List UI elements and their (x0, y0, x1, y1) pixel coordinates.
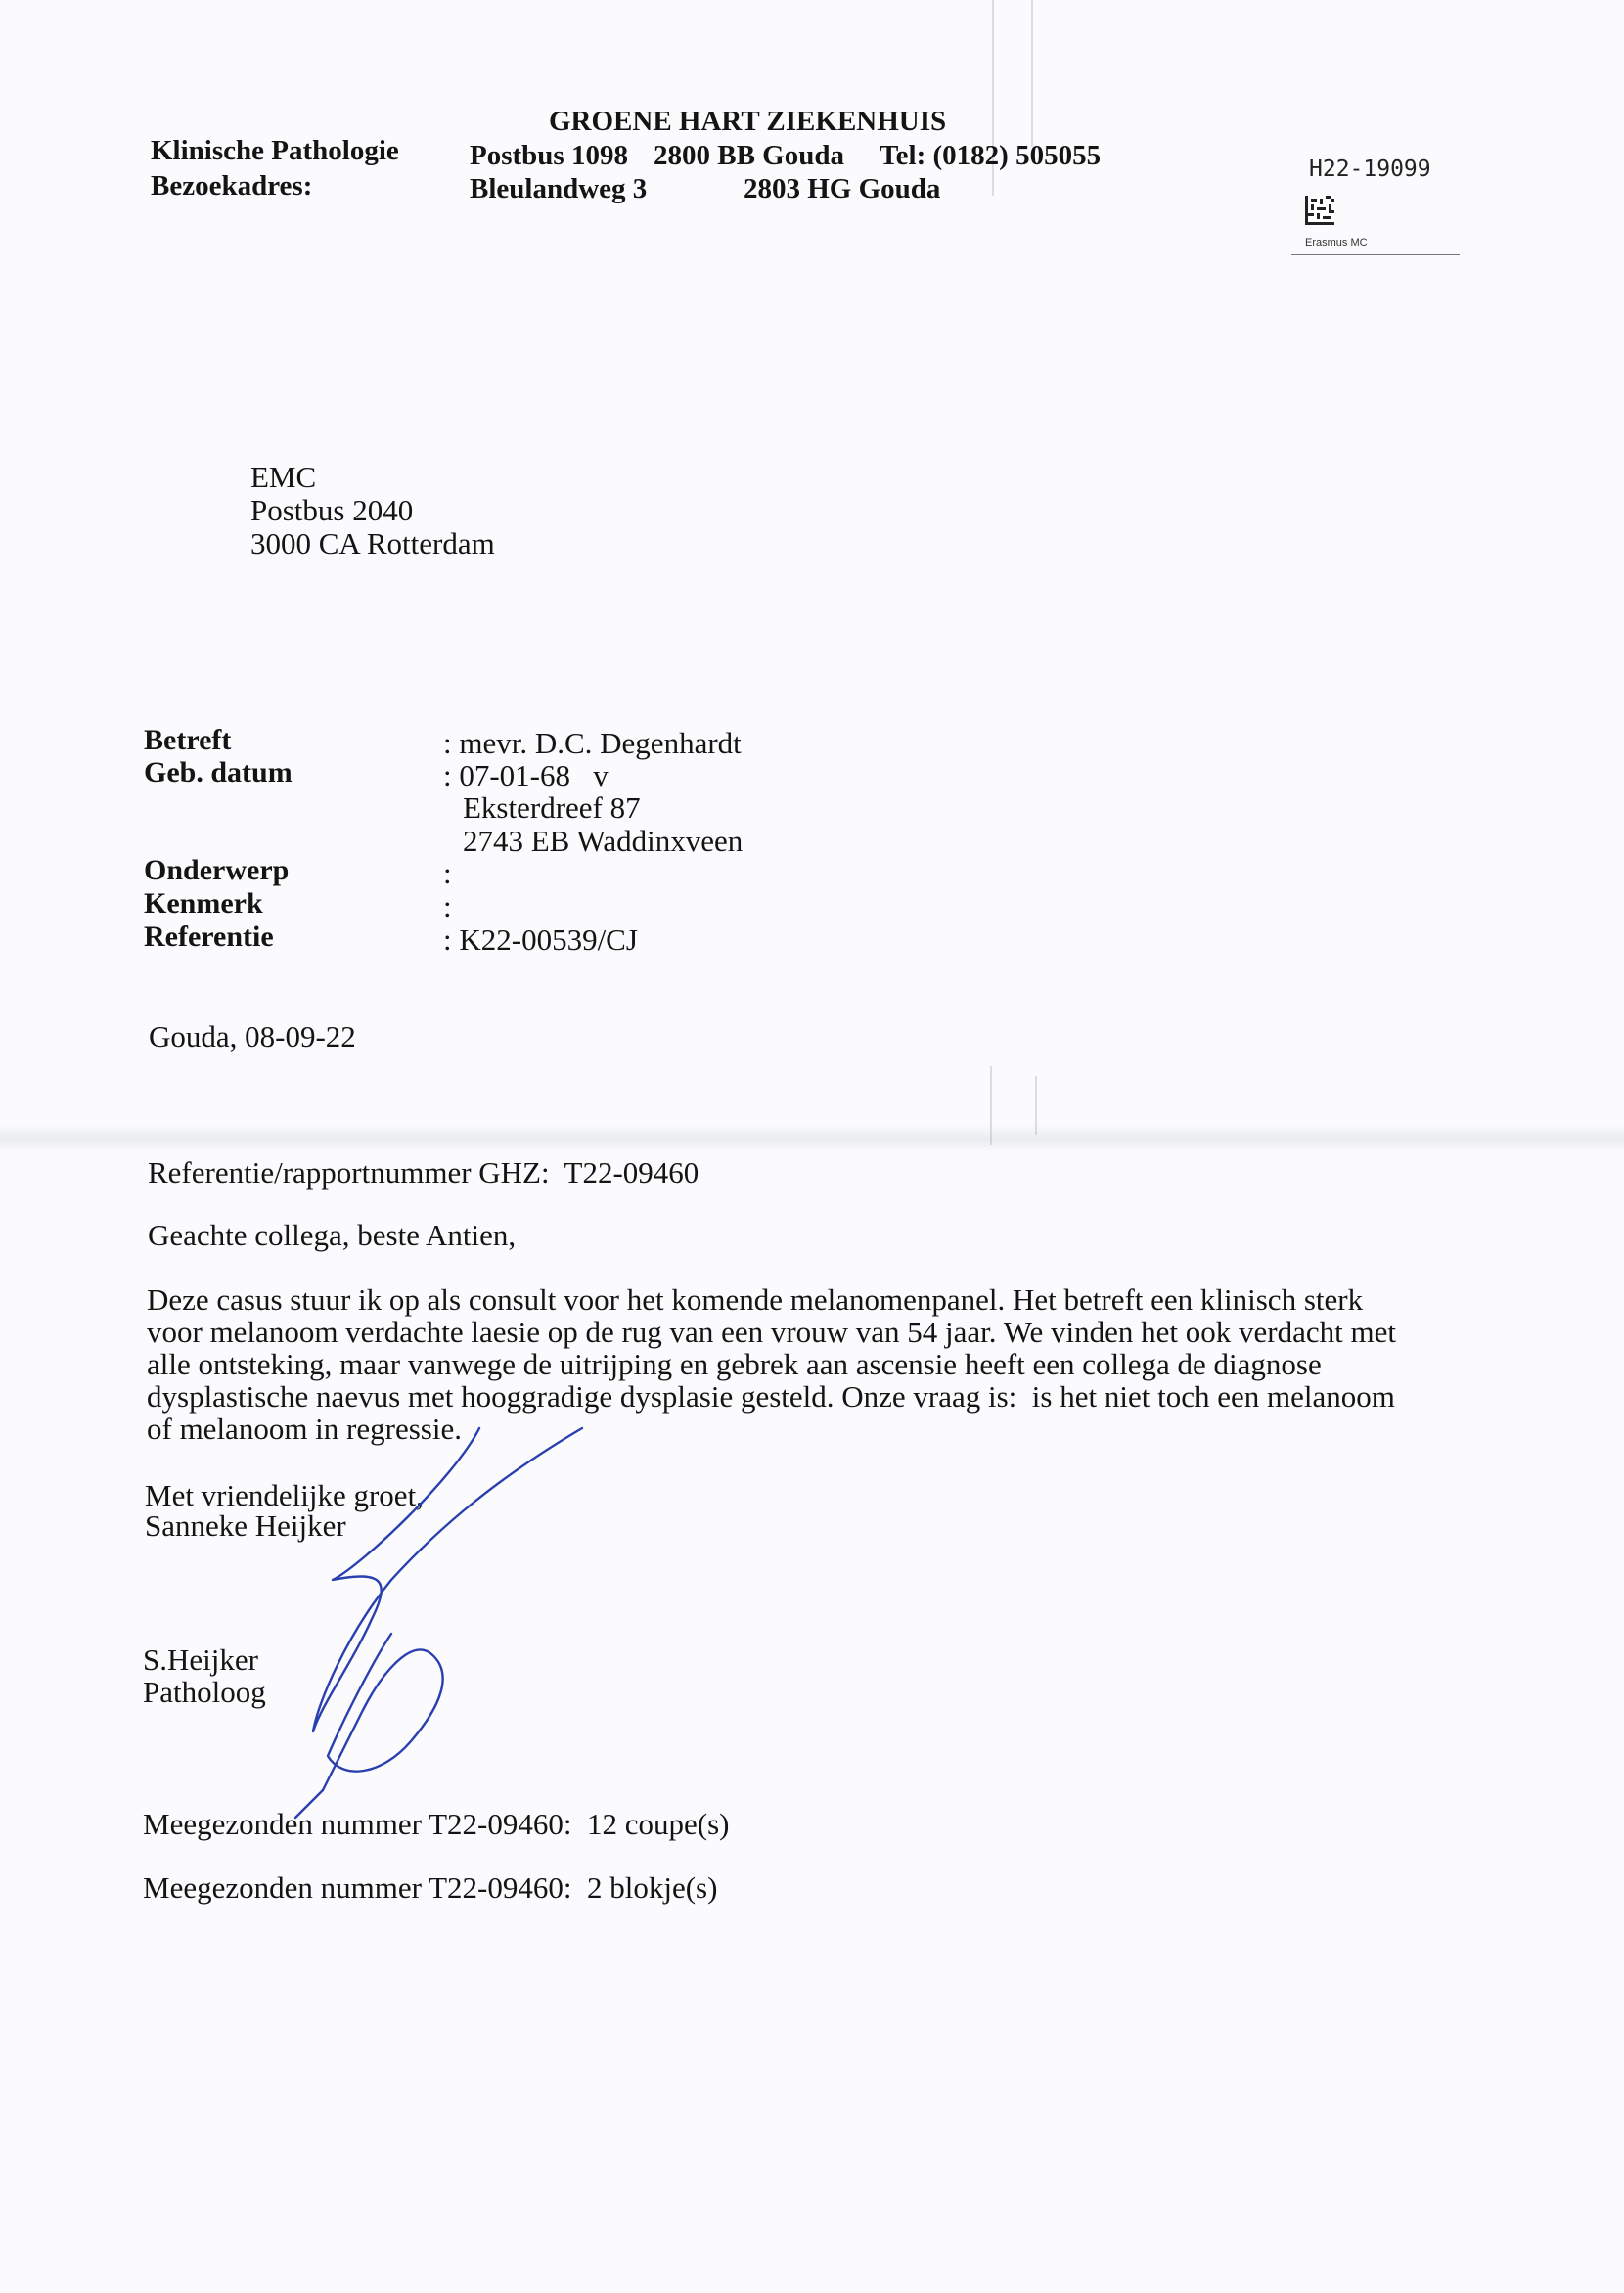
signatory-name: S.Heijker (143, 1642, 258, 1677)
hospital-name: GROENE HART ZIEKENHUIS (549, 106, 947, 137)
paper-crease (1031, 0, 1033, 147)
body-line: voor melanoom verdachte laesie op de rug van een vrouw van 54 jaar. We vinden het ook verdacht met (147, 1315, 1396, 1349)
onderwerp-label: Onderwerp (144, 854, 290, 886)
kenmerk-label: Kenmerk (144, 887, 263, 920)
referentie-label: Referentie (144, 921, 274, 953)
specimen-label-sticker (1289, 149, 1464, 258)
patient-address-city: 2743 EB Waddinxveen (463, 824, 744, 858)
birthdate-label: Geb. datum (144, 756, 293, 788)
specimen-code: H22-19099 (1309, 157, 1431, 182)
department-name: Klinische Pathologie (151, 135, 399, 166)
referentie-value: : K22-00539/CJ (443, 922, 638, 957)
body-line: dysplastische naevus met hooggradige dysplasie gesteld. Onze vraag is: is het niet toch een melanoom (147, 1379, 1395, 1414)
hospital-phone: Tel: (0182) 505055 (880, 140, 1102, 171)
onderwerp-value: : (443, 856, 452, 890)
visit-code-city: 2803 HG Gouda (744, 173, 941, 204)
report-reference: Referentie/rapportnummer GHZ: T22-09460 (148, 1155, 699, 1190)
sticker-underline (1291, 254, 1460, 255)
paper-crease (1035, 1076, 1037, 1135)
closing: Met vriendelijke groet, (145, 1478, 424, 1512)
signatory-title: Patholoog (143, 1675, 266, 1709)
birthdate-value: : 07-01-68 v (443, 758, 609, 792)
institution-name: Erasmus MC (1305, 237, 1368, 248)
recipient-postbus: Postbus 2040 (250, 493, 414, 527)
paper-fold-shadow (0, 1125, 1624, 1152)
body-line: alle ontsteking, maar vanwege de uitrijping en gebrek aan ascensie heeft een collega de diagnose (147, 1347, 1322, 1381)
visit-street: Bleulandweg 3 (470, 173, 648, 204)
salutation: Geachte collega, beste Antien, (148, 1218, 517, 1252)
paper-crease (990, 1066, 992, 1145)
enclosure-line: Meegezonden nummer T22-09460: 2 blokje(s) (143, 1870, 718, 1905)
visit-address-label: Bezoekadres: (151, 170, 313, 202)
recipient-name: EMC (250, 460, 317, 494)
enclosure-line: Meegezonden nummer T22-09460: 12 coupe(s) (143, 1807, 730, 1841)
postal-address: Postbus 1098 (470, 140, 628, 171)
betreft-value: : mevr. D.C. Degenhardt (443, 726, 742, 760)
kenmerk-value: : (443, 889, 452, 923)
patient-address-street: Eksterdreef 87 (463, 790, 641, 825)
body-line: of melanoom in regressie. (147, 1412, 462, 1446)
datamatrix-barcode-icon (1305, 196, 1334, 225)
handwritten-signature (245, 1409, 616, 1820)
betreft-label: Betreft (144, 724, 232, 756)
recipient-city: 3000 CA Rotterdam (250, 526, 495, 561)
sender-name: Sanneke Heijker (145, 1508, 346, 1543)
letter-date: Gouda, 08-09-22 (149, 1019, 356, 1054)
postal-code-city: 2800 BB Gouda (654, 140, 844, 171)
body-line: Deze casus stuur ik op als consult voor het komende melanomenpanel. Het betreft een klinisch sterk (147, 1282, 1364, 1317)
